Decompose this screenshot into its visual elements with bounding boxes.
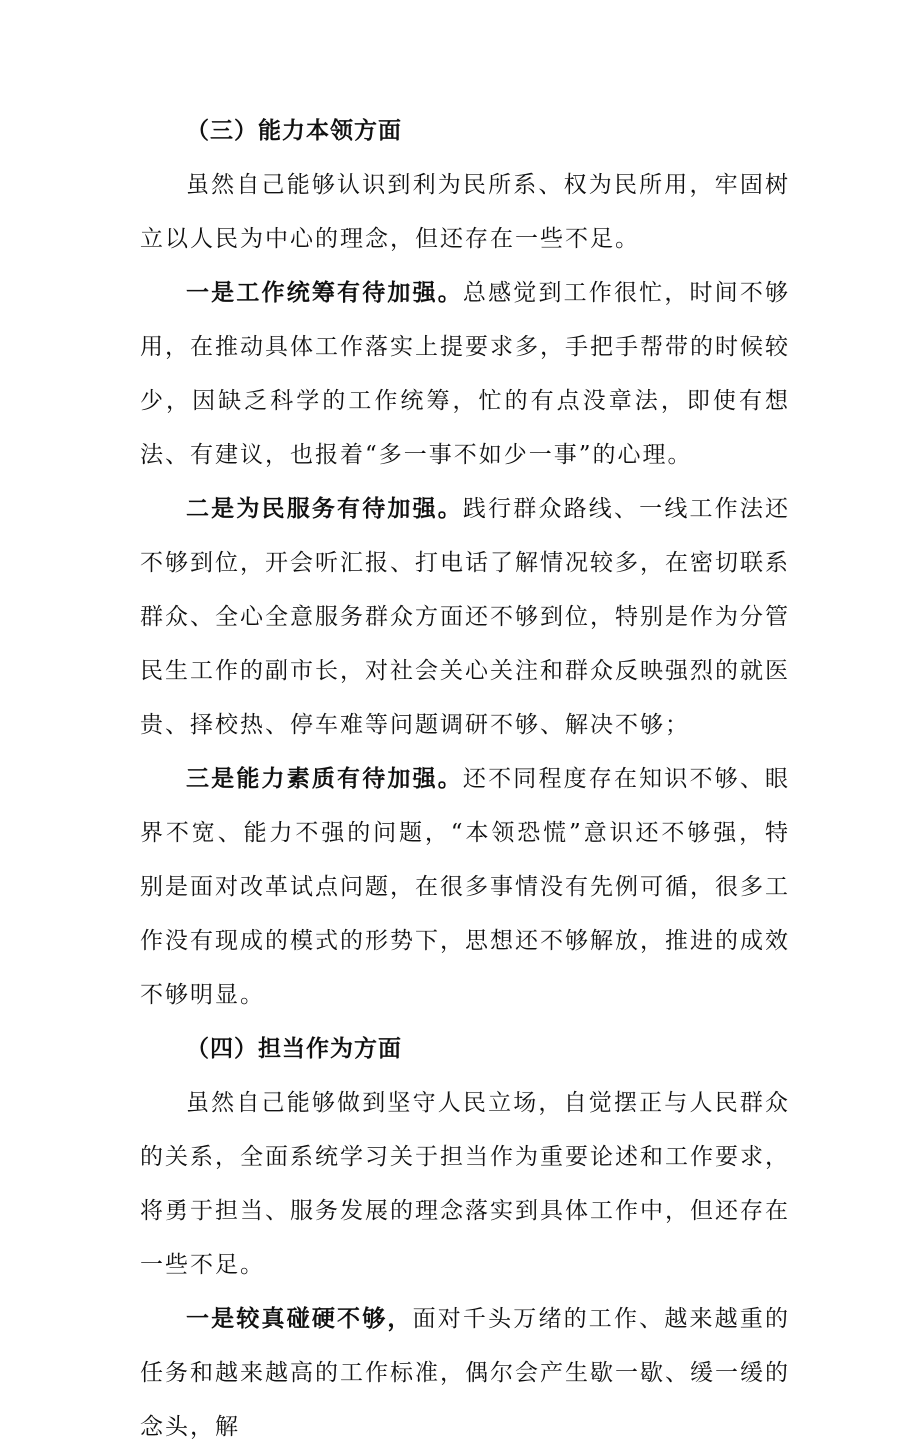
paragraph-text: 践行群众路线、一线工作法还不够到位，开会听汇报、打电话了解情况较多，在密切联系群众、全心全意服务群众方面还不够到位，特别是作为分管民生工作的副市长，对社会关心关注和群众反映强烈的就医贵、择校热、停车难等问题调研不够、解决不够； (140, 496, 791, 738)
paragraph-text: 总感觉到工作很忙，时间不够用，在推动具体工作落实上提要求多，手把手帮带的时候较少，因缺乏科学的工作统筹，忙的有点没章法，即使有想法、有建议，也报着“多一事不如少一事”的心理。 (140, 280, 791, 468)
paragraph-text: 虽然自己能够做到坚守人民立场，自觉摆正与人民群众的关系，全面系统学习关于担当作为重要论述和工作要求，将勇于担当、服务发展的理念落实到具体工作中，但还存在一些不足。 (140, 1090, 790, 1278)
paragraph-text: 还不同程度存在知识不够、眼界不宽、能力不强的问题，“本领恐慌”意识还不够强，特别是面对改革试点问题，在很多事情没有先例可循，很多工作没有现成的模式的形势下，思想还不够解放，推进的成效不够明显。 (140, 766, 791, 1008)
section-heading-responsibility: （四）担当作为方面 (186, 1035, 402, 1062)
paragraph-lead: 一是工作统筹有待加强。 (186, 279, 463, 306)
paragraph-text: 面对千头万绪的工作、越来越重的任务和越来越高的工作标准，偶尔会产生歇一歇、缓一缓的念头，解 (140, 1306, 791, 1440)
paragraph-text: 虽然自己能够认识到利为民所系、权为民所用，牢固树立以人民为中心的理念，但还存在一些不足。 (140, 172, 790, 252)
document-body (140, 104, 790, 1454)
paragraph-responsibility-point-1 (140, 1292, 790, 1454)
paragraph-ability-point-2 (140, 482, 790, 752)
section-heading-ability: （三）能力本领方面 (186, 117, 402, 144)
paragraph-responsibility-intro (140, 1076, 790, 1292)
paragraph-ability-point-3 (140, 752, 790, 1022)
paragraph-ability-point-1 (140, 266, 790, 482)
paragraph-lead: 三是能力素质有待加强。 (186, 765, 463, 792)
paragraph-lead: 二是为民服务有待加强。 (186, 495, 463, 522)
paragraph-ability-intro (140, 158, 790, 266)
paragraph-lead: 一是较真碰硬不够， (186, 1305, 413, 1332)
